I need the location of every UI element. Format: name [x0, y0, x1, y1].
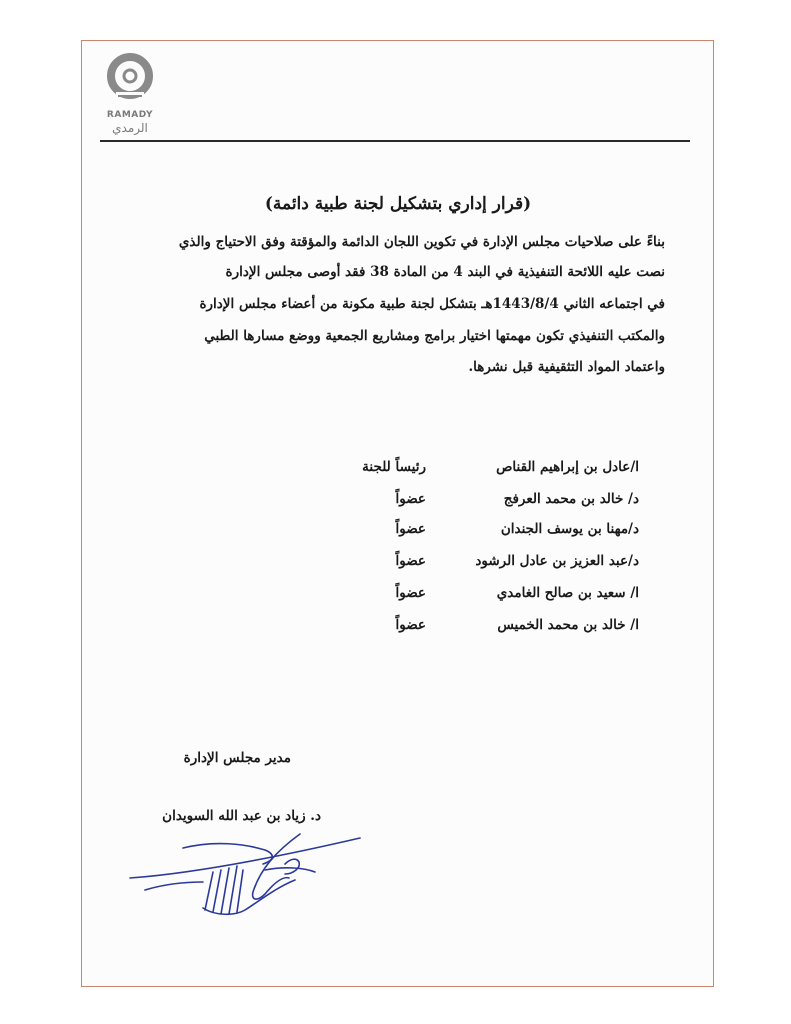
- member-name-2: د/ خالد بن محمد العرفج: [503, 491, 639, 507]
- signatory-name: د. زياد بن عبد الله السويدان: [162, 808, 321, 824]
- body-line-1: بناءً على صلاحيات مجلس الإدارة في تكوين اللجان الدائمة والمؤقتة وفق الاحتياج والذي: [178, 234, 665, 250]
- member-role-2: عضواً: [395, 491, 426, 507]
- document-title: (قرار إداري بتشكيل لجنة طبية دائمة): [264, 194, 532, 214]
- member-name-4: د/عبد العزيز بن عادل الرشود: [475, 553, 639, 569]
- member-name-1: ا/عادل بن إبراهيم القناص: [496, 459, 639, 475]
- logo-latin-text: RAMADY: [106, 110, 154, 120]
- member-role-1: رئيساً للجنة: [362, 459, 426, 475]
- ramady-logo-mark-icon: [106, 52, 154, 108]
- member-role-3: عضواً: [395, 521, 426, 537]
- member-role-5: عضواً: [395, 585, 426, 601]
- body-line-2: نصت عليه اللائحة التنفيذية في البند 4 من المادة 38 فقد أوصى مجلس الإدارة: [225, 264, 665, 280]
- ramady-logo: [100, 52, 166, 142]
- member-name-6: ا/ خالد بن محمد الخميس: [497, 617, 639, 633]
- member-name-3: د/مهنا بن يوسف الجندان: [500, 521, 639, 537]
- header-divider: [100, 140, 690, 142]
- signatory-title: مدير مجلس الإدارة: [183, 750, 291, 766]
- logo-arabic-text: الرمدي: [112, 121, 148, 135]
- member-role-4: عضواً: [395, 553, 426, 569]
- body-line-4: والمكتب التنفيذي تكون مهمتها اختيار برامج ومشاريع الجمعية ووضع مسارها الطبي: [204, 328, 665, 344]
- member-name-5: ا/ سعيد بن صالح الغامدي: [496, 585, 639, 601]
- member-role-6: عضواً: [395, 617, 426, 633]
- body-line-3: في اجتماعه الثاني 1443/8/4هـ بتشكل لجنة طبية مكونة من أعضاء مجلس الإدارة: [199, 296, 665, 312]
- handwritten-signature-icon: [125, 830, 375, 920]
- body-line-5: واعتماد المواد التثقيفية قبل نشرها.: [468, 359, 665, 375]
